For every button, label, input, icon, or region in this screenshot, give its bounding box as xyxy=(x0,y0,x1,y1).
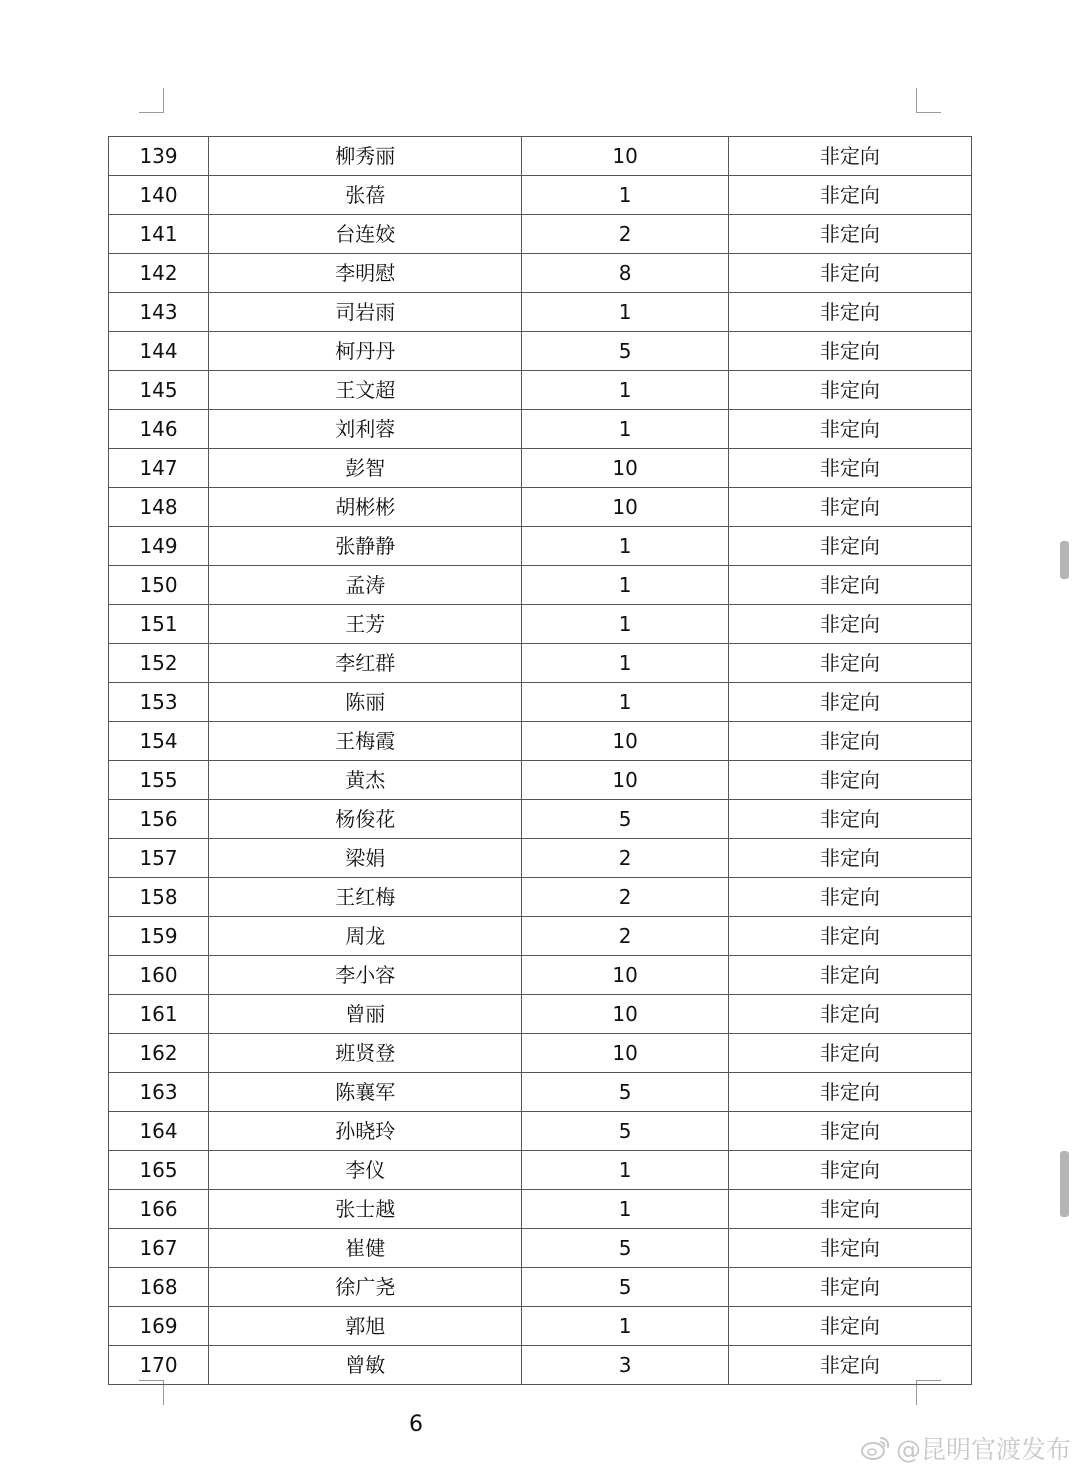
row-number-cell: 151 xyxy=(109,605,209,644)
row-number-cell: 158 xyxy=(109,878,209,917)
row-number-cell: 155 xyxy=(109,761,209,800)
table-row xyxy=(109,761,972,800)
amount-cell: 10 xyxy=(522,488,728,527)
amount-cell: 5 xyxy=(522,332,728,371)
name-cell: 郭旭 xyxy=(209,1307,522,1346)
table-row xyxy=(109,1034,972,1073)
row-number-cell: 152 xyxy=(109,644,209,683)
amount-cell: 1 xyxy=(522,371,728,410)
amount-cell: 1 xyxy=(522,176,728,215)
type-cell: 非定向 xyxy=(728,1073,971,1112)
amount-cell: 1 xyxy=(522,527,728,566)
table-row xyxy=(109,566,972,605)
type-cell: 非定向 xyxy=(728,1151,971,1190)
table-row xyxy=(109,488,972,527)
table-row xyxy=(109,1346,972,1385)
amount-cell: 10 xyxy=(522,722,728,761)
name-cell: 王梅霞 xyxy=(209,722,522,761)
name-cell: 彭智 xyxy=(209,449,522,488)
row-number-cell: 170 xyxy=(109,1346,209,1385)
table-row xyxy=(109,1190,972,1229)
table-row xyxy=(109,215,972,254)
amount-cell: 5 xyxy=(522,1268,728,1307)
table-row xyxy=(109,995,972,1034)
row-number-cell: 163 xyxy=(109,1073,209,1112)
name-cell: 刘利蓉 xyxy=(209,410,522,449)
name-cell: 周龙 xyxy=(209,917,522,956)
name-cell: 崔健 xyxy=(209,1229,522,1268)
row-number-cell: 161 xyxy=(109,995,209,1034)
name-cell: 胡彬彬 xyxy=(209,488,522,527)
table-row xyxy=(109,683,972,722)
amount-cell: 5 xyxy=(522,800,728,839)
row-number-cell: 164 xyxy=(109,1112,209,1151)
scroll-handle-lower[interactable] xyxy=(1060,1151,1069,1217)
type-cell: 非定向 xyxy=(728,956,971,995)
type-cell: 非定向 xyxy=(728,1112,971,1151)
table-row xyxy=(109,878,972,917)
amount-cell: 10 xyxy=(522,1034,728,1073)
table-row xyxy=(109,176,972,215)
type-cell: 非定向 xyxy=(728,644,971,683)
row-number-cell: 169 xyxy=(109,1307,209,1346)
amount-cell: 5 xyxy=(522,1073,728,1112)
type-cell: 非定向 xyxy=(728,176,971,215)
amount-cell: 2 xyxy=(522,215,728,254)
name-cell: 陈丽 xyxy=(209,683,522,722)
name-cell: 曾敏 xyxy=(209,1346,522,1385)
name-cell: 王红梅 xyxy=(209,878,522,917)
scroll-handle-upper[interactable] xyxy=(1060,541,1069,579)
amount-cell: 10 xyxy=(522,761,728,800)
table-row xyxy=(109,137,972,176)
roster-table xyxy=(108,136,972,1385)
table-row xyxy=(109,371,972,410)
row-number-cell: 143 xyxy=(109,293,209,332)
table-row xyxy=(109,449,972,488)
name-cell: 王文超 xyxy=(209,371,522,410)
name-cell: 孙晓玲 xyxy=(209,1112,522,1151)
type-cell: 非定向 xyxy=(728,254,971,293)
row-number-cell: 165 xyxy=(109,1151,209,1190)
amount-cell: 3 xyxy=(522,1346,728,1385)
row-number-cell: 148 xyxy=(109,488,209,527)
type-cell: 非定向 xyxy=(728,449,971,488)
amount-cell: 1 xyxy=(522,293,728,332)
type-cell: 非定向 xyxy=(728,293,971,332)
type-cell: 非定向 xyxy=(728,488,971,527)
type-cell: 非定向 xyxy=(728,1229,971,1268)
name-cell: 梁娟 xyxy=(209,839,522,878)
table-row xyxy=(109,254,972,293)
type-cell: 非定向 xyxy=(728,1346,971,1385)
row-number-cell: 168 xyxy=(109,1268,209,1307)
table-row xyxy=(109,1112,972,1151)
amount-cell: 5 xyxy=(522,1112,728,1151)
amount-cell: 1 xyxy=(522,644,728,683)
type-cell: 非定向 xyxy=(728,917,971,956)
type-cell: 非定向 xyxy=(728,839,971,878)
name-cell: 李小容 xyxy=(209,956,522,995)
amount-cell: 1 xyxy=(522,1190,728,1229)
table-row xyxy=(109,1073,972,1112)
row-number-cell: 141 xyxy=(109,215,209,254)
name-cell: 张静静 xyxy=(209,527,522,566)
name-cell: 孟涛 xyxy=(209,566,522,605)
name-cell: 黄杰 xyxy=(209,761,522,800)
amount-cell: 1 xyxy=(522,683,728,722)
type-cell: 非定向 xyxy=(728,332,971,371)
type-cell: 非定向 xyxy=(728,1034,971,1073)
type-cell: 非定向 xyxy=(728,1190,971,1229)
row-number-cell: 153 xyxy=(109,683,209,722)
name-cell: 张士越 xyxy=(209,1190,522,1229)
type-cell: 非定向 xyxy=(728,800,971,839)
table-row xyxy=(109,293,972,332)
type-cell: 非定向 xyxy=(728,878,971,917)
type-cell: 非定向 xyxy=(728,371,971,410)
table-row xyxy=(109,1268,972,1307)
watermark-text: @昆明官渡发布 xyxy=(895,1435,1071,1464)
type-cell: 非定向 xyxy=(728,683,971,722)
amount-cell: 10 xyxy=(522,137,728,176)
amount-cell: 5 xyxy=(522,1229,728,1268)
type-cell: 非定向 xyxy=(728,761,971,800)
amount-cell: 1 xyxy=(522,1151,728,1190)
amount-cell: 2 xyxy=(522,878,728,917)
name-cell: 陈襄军 xyxy=(209,1073,522,1112)
crop-mark-top-left xyxy=(139,88,164,113)
type-cell: 非定向 xyxy=(728,1268,971,1307)
row-number-cell: 149 xyxy=(109,527,209,566)
table-row xyxy=(109,917,972,956)
row-number-cell: 150 xyxy=(109,566,209,605)
amount-cell: 1 xyxy=(522,566,728,605)
row-number-cell: 139 xyxy=(109,137,209,176)
row-number-cell: 156 xyxy=(109,800,209,839)
table-row xyxy=(109,1229,972,1268)
amount-cell: 2 xyxy=(522,839,728,878)
amount-cell: 10 xyxy=(522,449,728,488)
amount-cell: 10 xyxy=(522,995,728,1034)
table-row xyxy=(109,527,972,566)
row-number-cell: 145 xyxy=(109,371,209,410)
row-number-cell: 157 xyxy=(109,839,209,878)
amount-cell: 1 xyxy=(522,410,728,449)
name-cell: 王芳 xyxy=(209,605,522,644)
row-number-cell: 167 xyxy=(109,1229,209,1268)
type-cell: 非定向 xyxy=(728,1307,971,1346)
amount-cell: 1 xyxy=(522,605,728,644)
name-cell: 柯丹丹 xyxy=(209,332,522,371)
type-cell: 非定向 xyxy=(728,995,971,1034)
row-number-cell: 140 xyxy=(109,176,209,215)
table-row xyxy=(109,332,972,371)
name-cell: 张蓓 xyxy=(209,176,522,215)
type-cell: 非定向 xyxy=(728,722,971,761)
row-number-cell: 162 xyxy=(109,1034,209,1073)
page-number: 6 xyxy=(409,1412,423,1437)
type-cell: 非定向 xyxy=(728,605,971,644)
weibo-icon xyxy=(860,1434,892,1462)
table-row xyxy=(109,1307,972,1346)
name-cell: 徐广尧 xyxy=(209,1268,522,1307)
amount-cell: 2 xyxy=(522,917,728,956)
row-number-cell: 160 xyxy=(109,956,209,995)
type-cell: 非定向 xyxy=(728,137,971,176)
row-number-cell: 166 xyxy=(109,1190,209,1229)
row-number-cell: 154 xyxy=(109,722,209,761)
name-cell: 李仪 xyxy=(209,1151,522,1190)
row-number-cell: 142 xyxy=(109,254,209,293)
watermark xyxy=(860,1428,1071,1468)
name-cell: 曾丽 xyxy=(209,995,522,1034)
table-row xyxy=(109,956,972,995)
table-row xyxy=(109,644,972,683)
table-row xyxy=(109,605,972,644)
table-row xyxy=(109,722,972,761)
crop-mark-top-right xyxy=(916,88,941,113)
type-cell: 非定向 xyxy=(728,215,971,254)
name-cell: 台连姣 xyxy=(209,215,522,254)
table-row xyxy=(109,1151,972,1190)
type-cell: 非定向 xyxy=(728,410,971,449)
amount-cell: 10 xyxy=(522,956,728,995)
amount-cell: 8 xyxy=(522,254,728,293)
table-row xyxy=(109,839,972,878)
type-cell: 非定向 xyxy=(728,527,971,566)
table-row xyxy=(109,800,972,839)
table-row xyxy=(109,410,972,449)
row-number-cell: 144 xyxy=(109,332,209,371)
name-cell: 杨俊花 xyxy=(209,800,522,839)
name-cell: 班贤登 xyxy=(209,1034,522,1073)
type-cell: 非定向 xyxy=(728,566,971,605)
row-number-cell: 147 xyxy=(109,449,209,488)
amount-cell: 1 xyxy=(522,1307,728,1346)
name-cell: 李明慰 xyxy=(209,254,522,293)
roster-table-body xyxy=(109,137,972,1385)
row-number-cell: 159 xyxy=(109,917,209,956)
name-cell: 李红群 xyxy=(209,644,522,683)
row-number-cell: 146 xyxy=(109,410,209,449)
name-cell: 司岩雨 xyxy=(209,293,522,332)
name-cell: 柳秀丽 xyxy=(209,137,522,176)
